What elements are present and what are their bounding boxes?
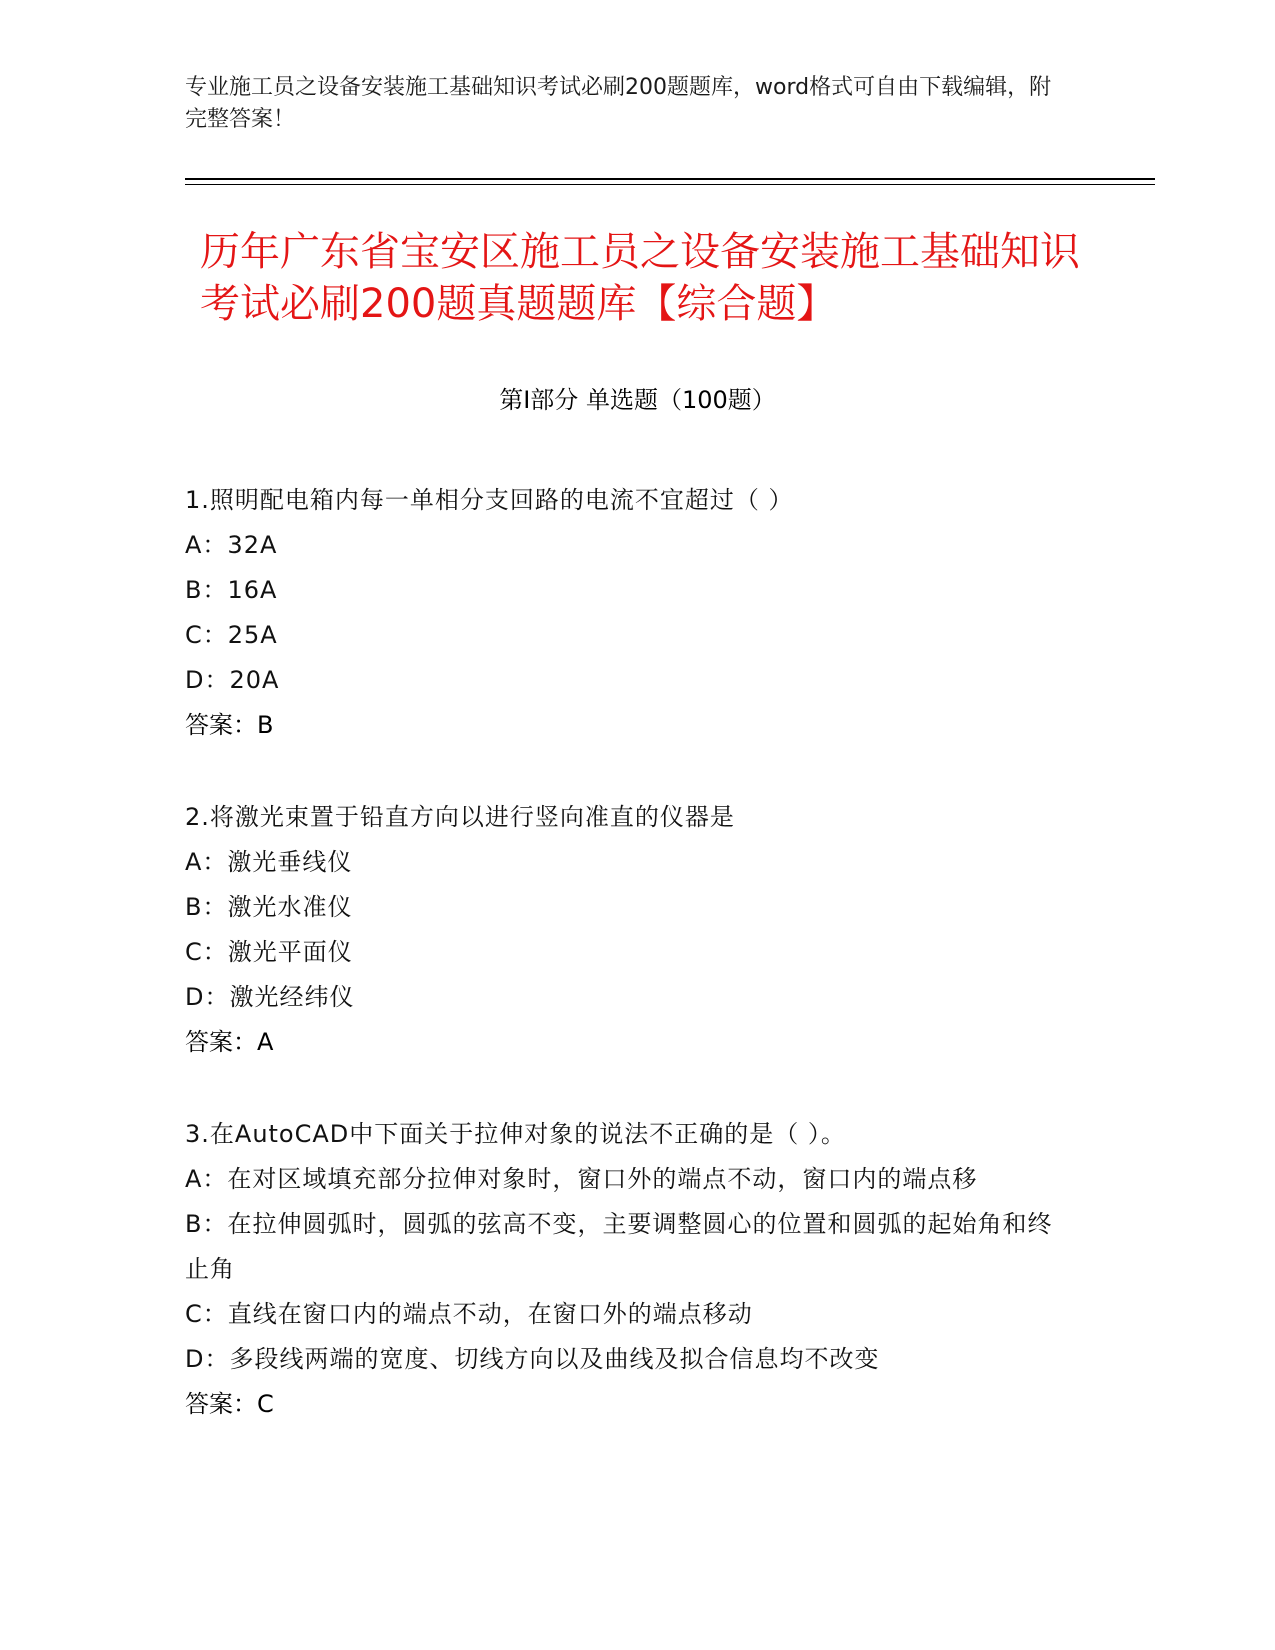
question-3 (185, 1112, 1075, 1427)
option-text: 20A (229, 666, 280, 694)
answer-line (185, 1382, 1075, 1427)
option-key: D (185, 666, 205, 694)
question-stem: 3.在AutoCAD中下面关于拉伸对象的说法不正确的是（ ）。 (185, 1120, 846, 1148)
question-1 (185, 478, 1075, 748)
option-b: B：16A (185, 576, 278, 604)
option-text: 25A (227, 621, 278, 649)
answer-value: C (257, 1390, 274, 1418)
answer-value: A (257, 1028, 274, 1056)
answer-line (185, 703, 1075, 748)
option-key: C (185, 938, 203, 966)
option-d: D：多段线两端的宽度、切线方向以及曲线及拟合信息均不改变 (185, 1345, 880, 1373)
option-key: B (185, 893, 203, 921)
option-c: C：激光平面仪 (185, 938, 353, 966)
option-text: 激光水准仪 (227, 893, 353, 921)
answer-line (185, 1020, 1075, 1065)
question-2 (185, 795, 1075, 1065)
option-a: A：在对区域填充部分拉伸对象时，窗口外的端点不动，窗口内的端点移 (185, 1165, 978, 1193)
option-text: 在拉伸圆弧时，圆弧的弦高不变，主要调整圆心的位置和圆弧的起始角和终止角 (185, 1210, 1053, 1283)
option-c: C：25A (185, 621, 278, 649)
header-divider-thin (185, 184, 1155, 185)
option-a: A：激光垂线仪 (185, 848, 353, 876)
document-title: 历年广东省宝安区施工员之设备安装施工基础知识考试必刷200题真题题库【综合题】 (200, 229, 1080, 327)
option-key: D (185, 983, 205, 1011)
option-text: 激光平面仪 (227, 938, 353, 966)
option-key: A (185, 1165, 203, 1193)
option-text: 32A (227, 531, 278, 559)
question-list (185, 478, 1075, 1474)
option-b: B：在拉伸圆弧时，圆弧的弦高不变，主要调整圆心的位置和圆弧的起始角和终止角 (185, 1210, 1053, 1283)
option-key: B (185, 1210, 203, 1238)
option-key: A (185, 531, 203, 559)
question-stem: 2.将激光束置于铅直方向以进行竖向准直的仪器是 (185, 803, 735, 831)
option-key: C (185, 621, 203, 649)
option-a: A：32A (185, 531, 278, 559)
option-text: 多段线两端的宽度、切线方向以及曲线及拟合信息均不改变 (229, 1345, 880, 1373)
header-divider-thick (185, 178, 1155, 180)
answer-label: 答案： (185, 1390, 257, 1418)
option-d: D：激光经纬仪 (185, 983, 355, 1011)
option-b: B：激光水准仪 (185, 893, 353, 921)
page-header-text: 专业施工员之设备安装施工基础知识考试必刷200题题库，word格式可自由下载编辑，附完整答案！ (185, 75, 1052, 132)
answer-value: B (257, 711, 274, 739)
option-text: 在对区域填充部分拉伸对象时，窗口外的端点不动，窗口内的端点移 (227, 1165, 978, 1193)
option-text: 激光经纬仪 (229, 983, 355, 1011)
option-key: B (185, 576, 203, 604)
option-key: A (185, 848, 203, 876)
option-c: C：直线在窗口内的端点不动，在窗口外的端点移动 (185, 1300, 753, 1328)
section-heading: 第Ⅰ部分 单选题（100题） (499, 386, 776, 414)
option-d: D：20A (185, 666, 280, 694)
option-text: 直线在窗口内的端点不动，在窗口外的端点移动 (227, 1300, 753, 1328)
answer-label: 答案： (185, 1028, 257, 1056)
option-key: C (185, 1300, 203, 1328)
option-text: 激光垂线仪 (227, 848, 353, 876)
option-text: 16A (227, 576, 278, 604)
answer-label: 答案： (185, 711, 257, 739)
option-key: D (185, 1345, 205, 1373)
question-stem: 1.照明配电箱内每一单相分支回路的电流不宜超过（ ） (185, 486, 794, 514)
